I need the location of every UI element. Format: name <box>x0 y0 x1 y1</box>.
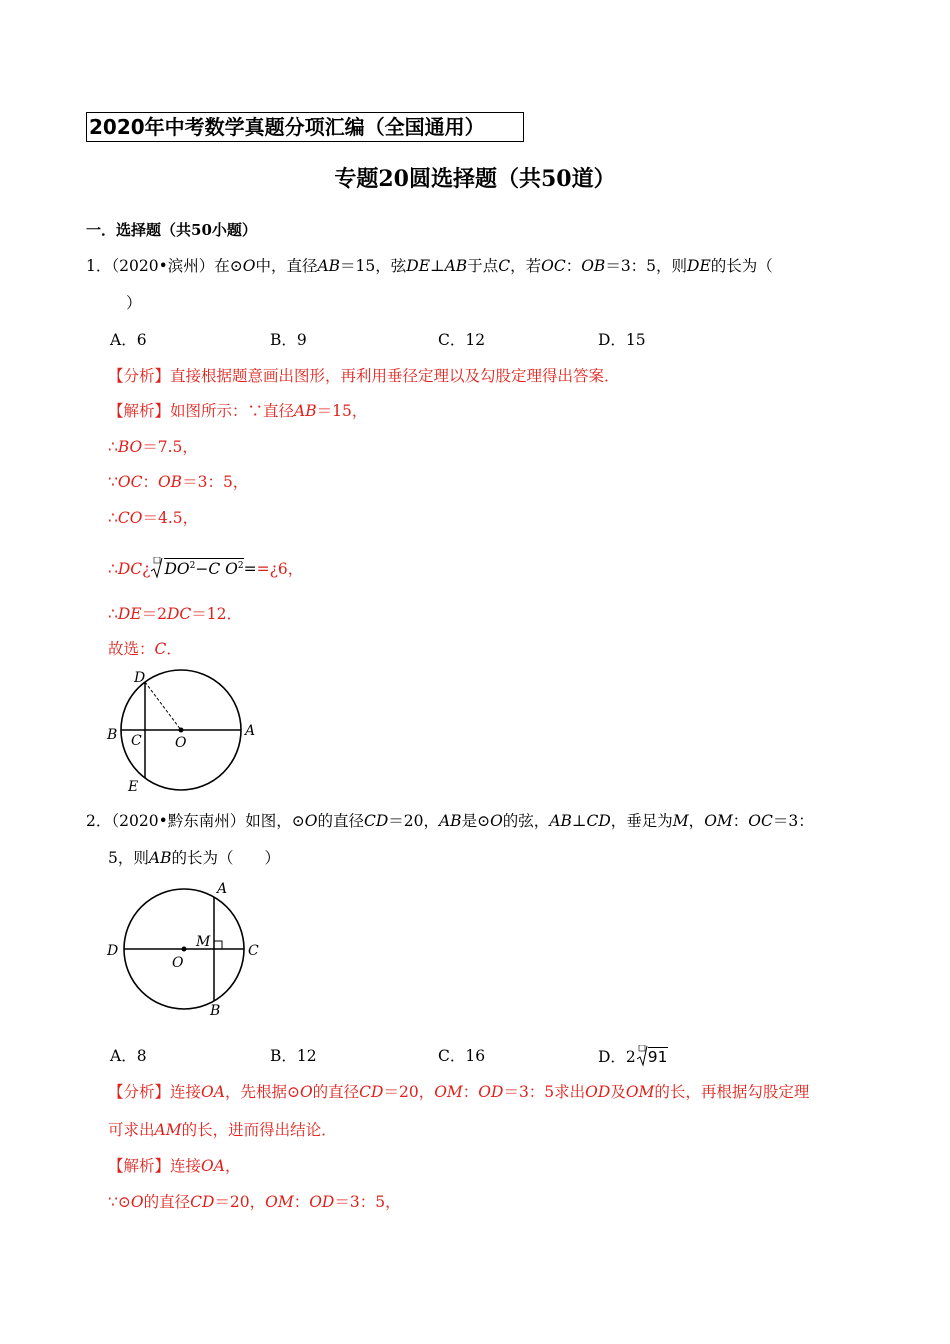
q2-option-a: A．8 <box>110 1047 147 1065</box>
q2-option-d: D．2 91 <box>598 1045 668 1068</box>
q2-analysis-line2: 可求出AM的长，进而得出结论． <box>108 1121 337 1139</box>
q1-solution-line2: ∴BO＝7.5， <box>108 438 198 456</box>
q2-analysis-line1: 【分析】连接OA，先根据⊙O的直径CD＝20，OM：OD＝3：5求出OD及OM的长，再根据勾股定理 <box>108 1083 810 1101</box>
q2-right-angle-mark <box>214 941 222 949</box>
q2-label-o: O <box>172 955 184 971</box>
document-subtitle: 专题20圆选择题（共50道） <box>334 166 616 192</box>
document-box-title: 2020年中考数学真题分项汇编（全国通用） <box>86 112 524 142</box>
q2-solution-line1: 【解析】连接OA， <box>108 1157 241 1175</box>
q1-label-c: C <box>131 733 142 749</box>
question-1-stem-line1: 1．（2020•滨州）在⊙O中，直径AB＝15，弦DE⊥AB于点C，若OC：OB＝3：5，则DE的长为（ <box>86 257 773 275</box>
q1-label-d: D <box>134 670 146 686</box>
q1-option-d: D．15 <box>598 331 646 349</box>
q2-label-b: B <box>210 1003 221 1019</box>
q2-label-m: M <box>196 934 211 950</box>
q1-solution-line5: ∴DC¿ $DO^2-C$ $O^2==¿6$， <box>108 555 303 580</box>
q1-solution-line1: 【解析】如图所示：∵直径AB＝15， <box>108 402 368 420</box>
q1-label-e: E <box>128 779 139 795</box>
q2-option-c: C．16 <box>438 1047 486 1065</box>
q2-label-d: D <box>107 943 119 959</box>
q2-circle-figure <box>100 878 270 1023</box>
q1-dashed-do <box>145 682 181 730</box>
q1-circle-figure <box>100 665 270 800</box>
question-2-stem-line2: 5，则AB的长为（ ） <box>108 849 280 867</box>
q1-label-o: O <box>175 735 187 751</box>
q1-solution-line4: ∴CO＝4.5， <box>108 509 199 527</box>
question-1-stem-line2: ） <box>126 294 142 312</box>
q2-option-b: B．12 <box>270 1047 317 1065</box>
q1-option-b: B．9 <box>270 331 307 349</box>
q1-analysis: 【分析】直接根据题意画出图形，再利用垂径定理以及勾股定理得出答案． <box>108 367 620 385</box>
q2-label-a: A <box>217 881 228 897</box>
q2-solution-line2: ∵⊙O的直径CD＝20，OM：OD＝3：5， <box>108 1193 401 1211</box>
q1-label-b: B <box>107 727 118 743</box>
q1-solution-line7: 故选：C． <box>108 640 182 658</box>
q1-solution-line3: ∵OC：OB＝3：5， <box>108 473 249 491</box>
section-title: 一．选择题（共50小题） <box>86 221 257 239</box>
question-2-stem-line1: 2．（2020•黔东南州）如图，⊙O的直径CD＝20，AB是⊙O的弦，AB⊥CD，垂足为M，OM：OC＝3： <box>86 812 814 830</box>
q2-label-c: C <box>248 943 259 959</box>
q1-label-a: A <box>245 723 256 739</box>
q1-solution-line6: ∴DE＝2DC＝12． <box>108 605 243 623</box>
q1-center-point <box>179 728 184 733</box>
q1-option-c: C．12 <box>438 331 486 349</box>
q1-option-a: A．6 <box>110 331 147 349</box>
q2-center-point <box>182 947 187 952</box>
